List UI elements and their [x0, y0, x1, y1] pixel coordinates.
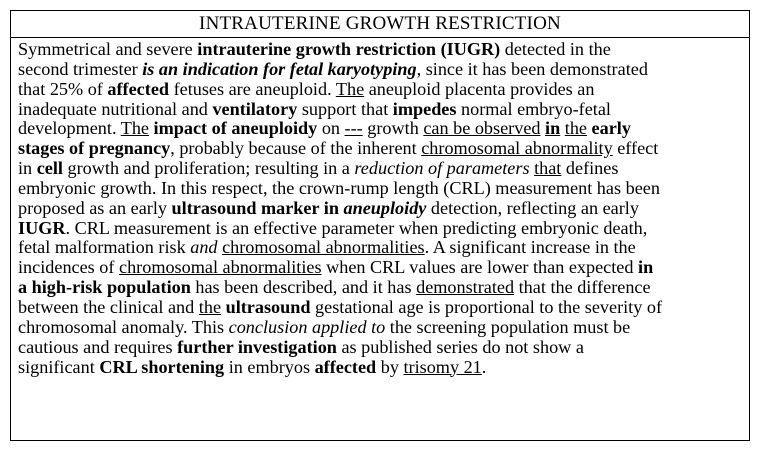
document-body	[11, 38, 749, 377]
text-run: inadequate nutritional and	[18, 98, 213, 119]
text-line	[18, 219, 743, 239]
text-run: when CRL values are lower than expected	[321, 257, 639, 278]
text-line	[18, 338, 743, 358]
text-run: and	[190, 237, 218, 258]
text-line	[18, 358, 743, 378]
text-line	[18, 100, 743, 120]
text-run: further investigation	[177, 336, 337, 357]
text-run: ventilatory	[212, 98, 298, 119]
text-run: effect	[612, 138, 659, 159]
text-run: ultrasound	[225, 296, 311, 317]
text-run: the	[564, 118, 587, 139]
text-line	[18, 278, 743, 298]
text-run: demonstrated	[416, 277, 515, 298]
text-run: fetal malformation risk	[18, 237, 191, 258]
text-run: can be observed	[423, 118, 541, 139]
text-run: is an indication for fetal karyotyping	[142, 58, 417, 79]
text-run: ultrasound marker in	[171, 197, 339, 218]
text-run: conclusion applied to	[228, 316, 386, 337]
text-run: The	[335, 78, 365, 99]
text-run: The	[120, 118, 149, 139]
text-run: between the clinical and	[18, 296, 199, 317]
text-run: that the difference	[514, 277, 651, 298]
text-run: growth and proliferation; resulting in a	[62, 158, 355, 179]
text-run: . CRL measurement is an effective parameter when predicting embryonic death,	[65, 217, 648, 238]
text-run: aneuploidy	[343, 197, 427, 218]
text-run: the screening population must be	[385, 316, 631, 337]
text-line	[18, 80, 743, 100]
text-run: early	[591, 118, 631, 139]
text-run: chromosomal anomaly. This	[18, 316, 229, 337]
text-run: Symmetrical and severe	[18, 39, 198, 59]
text-run: reduction of parameters	[354, 158, 530, 179]
text-run: aneuploid placenta provides an	[364, 78, 595, 99]
text-run: detected in the	[500, 39, 611, 59]
text-line	[18, 298, 743, 318]
text-run: affected	[107, 78, 170, 99]
text-line	[18, 199, 743, 219]
text-run: .	[481, 356, 487, 377]
text-run: second trimester	[18, 58, 143, 79]
text-line	[18, 139, 743, 159]
text-run: in embryos	[224, 356, 315, 377]
text-run: support that	[297, 98, 393, 119]
text-run: the	[198, 296, 222, 317]
text-line	[18, 119, 743, 139]
document-box	[10, 10, 750, 441]
text-run: cell	[36, 158, 63, 179]
text-run: ---	[344, 118, 363, 139]
text-run: as published series do not show a	[336, 336, 584, 357]
text-run: incidences of	[18, 257, 119, 278]
text-run: chromosomal abnormalities	[119, 257, 322, 278]
text-run: , probably because of the inherent	[170, 138, 422, 159]
text-run: CRL shortening	[99, 356, 225, 377]
text-run: detection, reflecting an early	[426, 197, 639, 218]
text-line	[18, 179, 743, 199]
text-run: proposed as an early	[18, 197, 172, 218]
text-line	[18, 60, 743, 80]
text-run: in	[545, 118, 561, 139]
text-run: affected	[314, 356, 377, 377]
text-run: by	[376, 356, 404, 377]
text-run: in	[638, 257, 654, 278]
text-run: growth	[362, 118, 424, 139]
text-run: trisomy 21	[403, 356, 482, 377]
text-run: significant	[18, 356, 100, 377]
text-run: chromosomal abnormalities	[222, 237, 425, 258]
text-run: defines	[561, 158, 619, 179]
text-run: has been described, and it has	[190, 277, 417, 298]
text-run: in	[18, 158, 37, 179]
text-run: chromosomal abnormality	[421, 138, 613, 159]
text-run: cautious and requires	[18, 336, 178, 357]
text-line	[18, 159, 743, 179]
text-run: , since it has been demonstrated	[416, 58, 648, 79]
text-line	[18, 40, 743, 60]
text-run: stages of pregnancy	[18, 138, 171, 159]
text-run: gestational age is proportional to the severity of	[310, 296, 663, 317]
text-run: that	[534, 158, 562, 179]
text-line	[18, 318, 743, 338]
text-line	[18, 238, 743, 258]
text-run: IUGR	[18, 217, 66, 238]
document-title: INTRAUTERINE GROWTH RESTRICTION	[11, 11, 749, 38]
text-run: normal embryo-fetal	[456, 98, 611, 119]
text-run: fetuses are aneuploid.	[169, 78, 336, 99]
text-line	[18, 258, 743, 278]
text-run: that 25% of	[18, 78, 108, 99]
text-run: impedes	[392, 98, 457, 119]
text-run: . A significant increase in the	[424, 237, 636, 258]
text-run: impact of aneuploidy	[153, 118, 318, 139]
text-run: a high-risk population	[18, 277, 191, 298]
text-run: embryonic growth. In this respect, the crown-rump length (CRL) measurement has been	[18, 177, 660, 198]
text-run: intrauterine growth restriction (IUGR)	[197, 39, 501, 59]
text-run: development.	[18, 118, 121, 139]
text-run: on	[317, 118, 345, 139]
